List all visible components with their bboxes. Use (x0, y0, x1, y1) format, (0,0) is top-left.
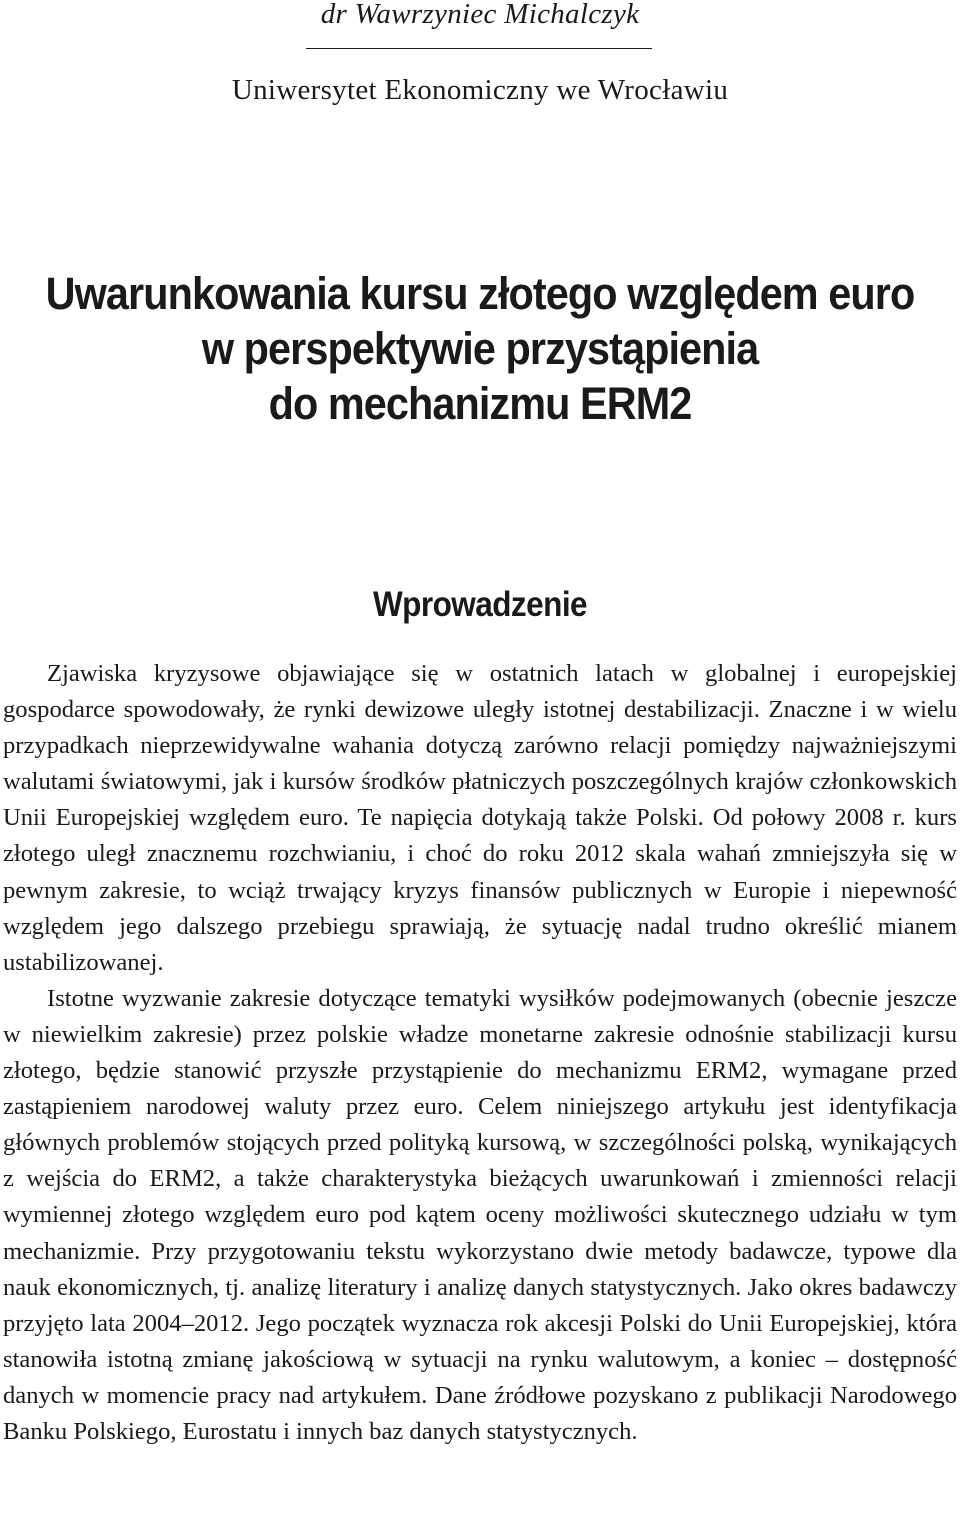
title-line-3: do mechanizmu ERM2 (268, 378, 692, 429)
article-title (38, 266, 921, 431)
section-heading: Wprowadzenie (372, 585, 588, 624)
author-name: dr Wawrzyniec Michalczyk (320, 0, 640, 30)
paragraph-2: Istotne wyzwanie zakresie dotyczące tematyki wysiłków podejmowanych (obecnie jeszcze w niewielkim zakresie) przez polskie władze monetarne zakresie odnośnie stabilizacji kursu złotego, będzie stanowić przyszłe przystąpienie do mechanizmu ERM2, wymagane przed zastąpieniem narodowej waluty przez euro. Celem niniejszego artykułu jest identyfikacja głównych problemów stojących przed polityką kursową, w szczególności polską, wynikających z wejścia do ERM2, a także charakterystyka bieżących uwarunkowań i zmienności relacji wymiennej złotego względem euro pod kątem oceny możliwości skutecznego udziału w tym mechanizmie. Przy przygotowaniu tekstu wykorzystano dwie metody badawcze, typowe dla nauk ekonomicznych, tj. analizę literatury i analizę danych statystycznych. Jako okres badawczy przyjęto lata 2004–2012. Jego początek wyznacza rok akcesji Polski do Unii Europejskiej, która stanowiła istotną zmianę jakościową w sytuacji na rynku walutowym, a koniec – dostępność danych w momencie pracy nad artykułem. Dane źródłowe pozyskano z publikacji Narodowego Banku Polskiego, Eurostatu i innych baz danych statystycznych. (3, 984, 957, 1445)
title-line-1: Uwarunkowania kursu złotego względem euro (45, 268, 915, 319)
body-text (3, 656, 957, 1450)
author-divider (306, 48, 652, 49)
paragraph-1: Zjawiska kryzysowe objawiające się w ostatnich latach w globalnej i europejskiej gospodarce spowodowały, że rynki dewizowe uległy istotnej destabilizacji. Znaczne i w wielu przypadkach nieprzewidywalne wahania dotyczą zarówno relacji pomiędzy najważniejszymi walutami światowymi, jak i kursów środków płatniczych poszczególnych krajów członkowskich Unii Europejskiej względem euro. Te napięcia dotykają także Polski. Od połowy 2008 r. kurs złotego uległ znacznemu rozchwianiu, i choć do roku 2012 skala wahań zmniejszyła się w pewnym zakresie, to wciąż trwający kryzys finansów publicznych w Europie i niepewność względem jego dalszego przebiegu sprawiają, że sytuację nadal trudno określić mianem ustabilizowanej. (3, 660, 957, 976)
title-line-2: w perspektywie przystąpienia (201, 323, 759, 374)
author-affiliation: Uniwersytet Ekonomiczny we Wrocławiu (231, 74, 729, 106)
